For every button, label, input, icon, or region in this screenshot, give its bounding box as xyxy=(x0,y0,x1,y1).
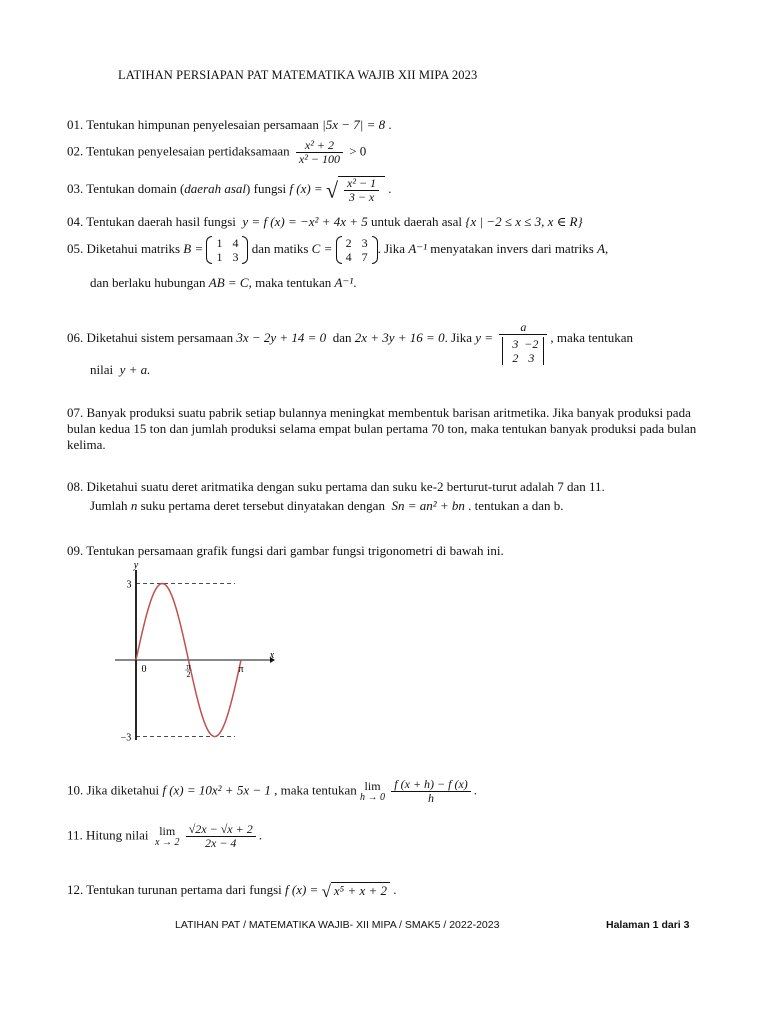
matrix-b: 1 4 1 3 xyxy=(206,236,248,264)
question-04: 04. Tentukan daerah hasil fungsi y = f (x) = −x² + 4x + 5 untuk daerah asal {x | −2 ≤ x ≤ 3, x ∈ R} xyxy=(67,214,583,229)
square-root: √ $\frac{\text{x² − 1}}{3 - x}$ xyxy=(326,176,385,204)
question-07: 07. Banyak produksi suatu pabrik setiap bulannya meningkat membentuk barisan aritmetika. Jika banyak produksi pada bulan kedua 15 ton dan jumlah produksi selama empat bulan pertama 70 ton, maka tentukan banyak produksi pada bulan kelima. xyxy=(67,405,697,452)
x-axis-label: x xyxy=(269,650,275,661)
question-10: 10. Jika diketahui f (x) = 10x² + 5x − 1 , maka tentukan lim h → 0 $\frac{f (x + h) - f (x)}{h}$ . xyxy=(67,777,478,805)
y-tick-3: 3 xyxy=(126,579,132,591)
limit: lim h → 0 xyxy=(360,778,386,803)
question-05-line2: dan berlaku hubungan AB = C, maka tentukan A⁻¹. xyxy=(90,275,357,290)
origin-label: 0 xyxy=(141,664,147,675)
question-05: 05. Diketahui matriks B = 1 4 1 3 dan matiks C = 2 3 4 7 . Jika A⁻¹ menyatakan invers dari matriks A, xyxy=(67,236,609,264)
question-08-line2: Jumlah n suku pertama deret tersebut dinyatakan dengan Sn = an² + bn . tentukan a dan b. xyxy=(90,498,564,513)
question-12: 12. Tentukan turunan pertama dari fungsi f (x) = √ x⁵ + x + 2 . xyxy=(67,882,397,902)
matrix-c: 2 3 4 7 xyxy=(336,236,378,264)
footer-left: LATIHAN PAT / MATEMATIKA WAJIB- XII MIPA / SMAK5 / 2022-2023 xyxy=(175,919,500,931)
determinant-fraction: a 3 −2 2 3 xyxy=(499,321,547,365)
y-tick-neg3: −3 xyxy=(120,732,132,744)
x-tick-pi-half-num: π xyxy=(186,662,191,671)
question-06-line2: nilai y + a. xyxy=(90,362,151,377)
question-11: 11. Hitung nilai lim x → 2 $\frac{√2x - √x + 2}{2x - 4}$ . xyxy=(67,822,262,850)
limit: lim x → 2 xyxy=(155,823,180,848)
y-axis-label: y xyxy=(133,560,139,571)
x-tick-pi-half-den: 2 xyxy=(186,670,191,679)
determinant: 3 −2 2 3 xyxy=(502,337,544,365)
question-02: 02. Tentukan penyelesaian pertidaksamaan $\frac{\text{x² + 2}}{\text{x² − 100}}$ > 0 xyxy=(67,138,367,166)
question-06: 06. Diketahui sistem persamaan 3x − 2y + 14 = 0 dan 2x + 3y + 16 = 0. Jika y = a 3 −2 2 3 , maka tentukan xyxy=(67,320,633,365)
question-08: 08. Diketahui suatu deret aritmatika dengan suku pertama dan suku ke-2 berturut-turut adalah 7 dan 11. xyxy=(67,479,605,494)
question-01: 01. Tentukan himpunan penyelesaian persamaan |5x − 7| = 8 . xyxy=(67,117,392,132)
page-title: LATIHAN PERSIAPAN PAT MATEMATIKA WAJIB XII MIPA 2023 xyxy=(118,68,478,82)
trig-graph xyxy=(115,560,315,750)
footer-page-number: Halaman 1 dari 3 xyxy=(606,919,690,931)
question-09: 09. Tentukan persamaan grafik fungsi dari gambar fungsi trigonometri di bawah ini. xyxy=(67,543,504,558)
square-root: √ x⁵ + x + 2 xyxy=(322,882,390,900)
fraction: $\frac{\text{x² + 2}}{\text{x² − 100}}$ xyxy=(296,139,343,166)
x-tick-pi: π xyxy=(238,664,244,675)
question-03: 03. Tentukan domain (daerah asal) fungsi f (x) = √ $\frac{\text{x² − 1}}{3 - x}$ . xyxy=(67,176,392,204)
